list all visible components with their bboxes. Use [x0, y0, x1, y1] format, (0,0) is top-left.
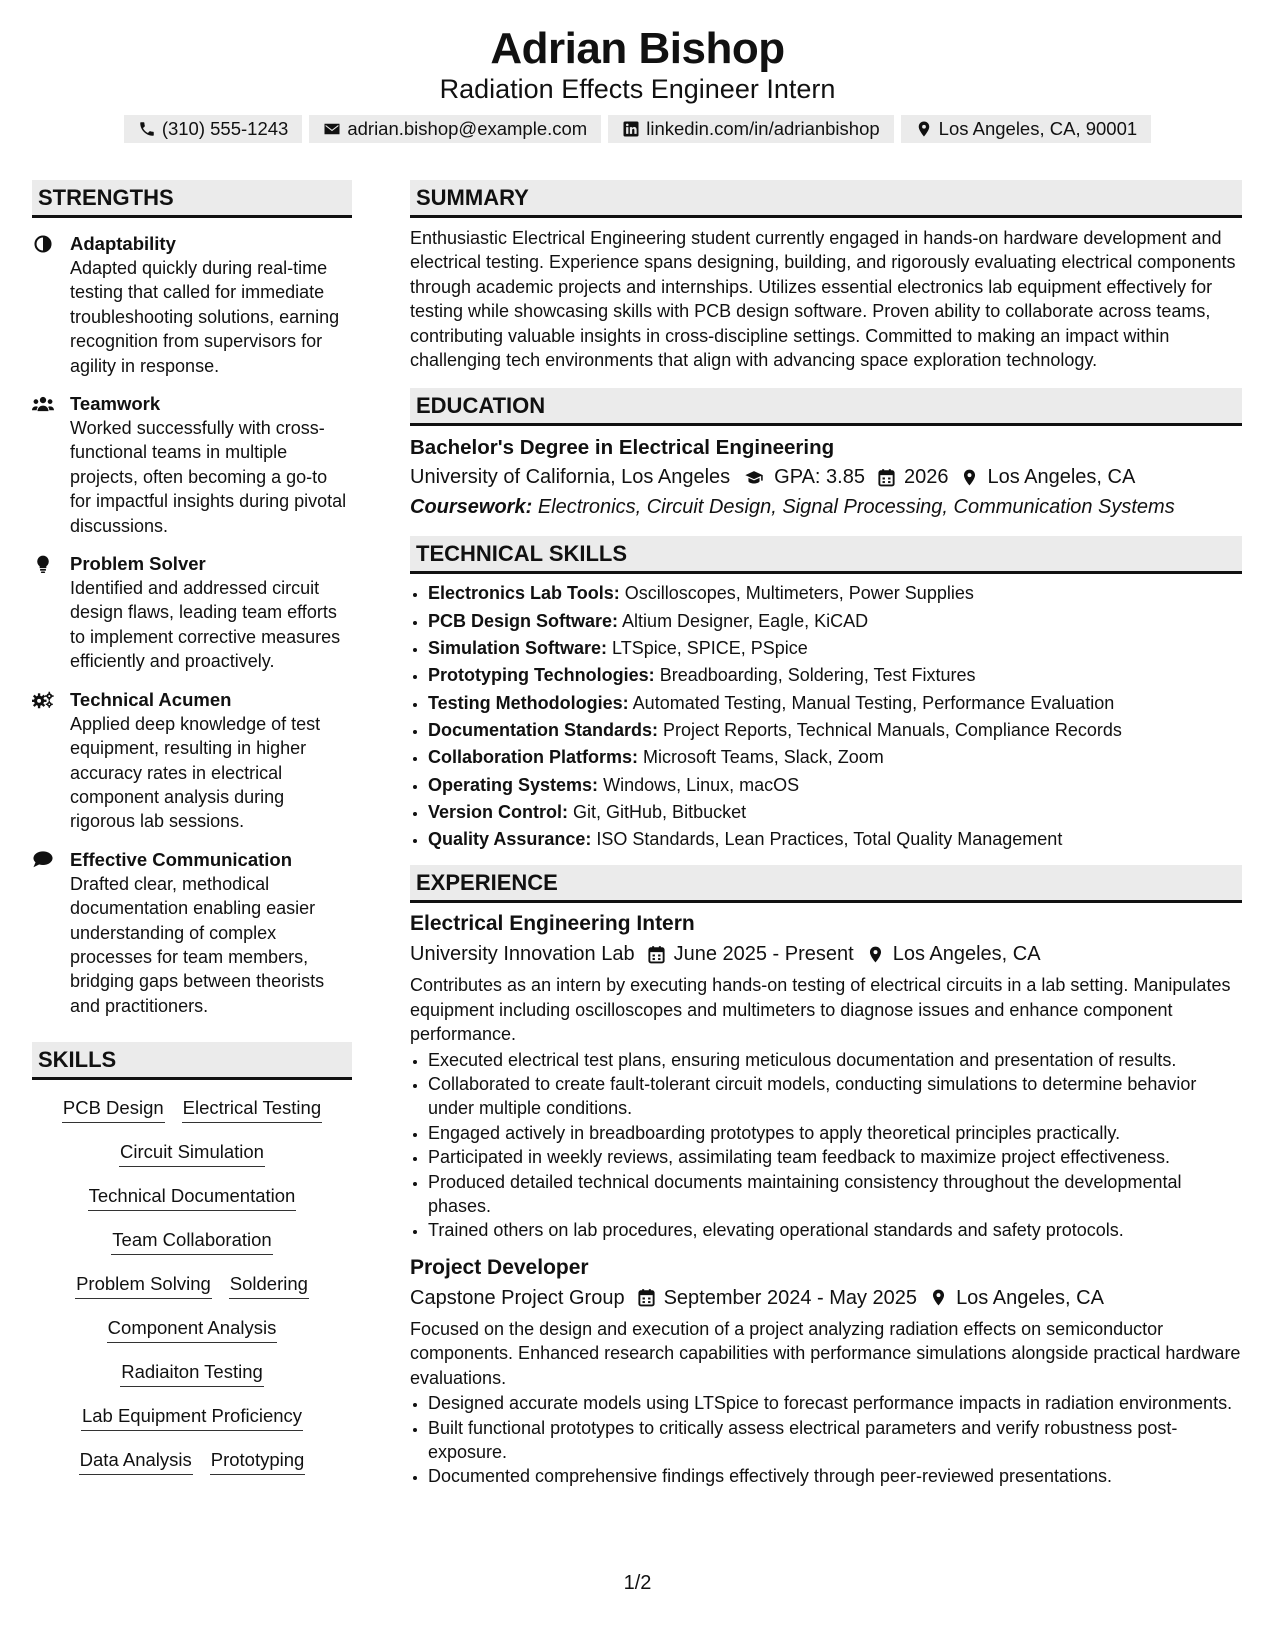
strength-desc: Worked successfully with cross-functional teams in multiple projects, often becoming a go-to for impactful insights during pivotal discussions.: [70, 418, 347, 536]
strength-item: [32, 232, 352, 378]
coursework-text: Electronics, Circuit Design, Signal Processing, Communication Systems: [537, 496, 1175, 519]
skill-value: ISO Standards, Lean Practices, Total Quality Management: [596, 829, 1063, 850]
coursework-label: Coursework:: [410, 496, 533, 519]
candidate-role: Radiation Effects Engineer Intern: [439, 74, 836, 104]
map-pin-icon: [960, 468, 979, 487]
skill-tag: Prototyping: [210, 1448, 306, 1475]
skill-value: Windows, Linux, macOS: [603, 774, 800, 795]
skill-label: Testing Methodologies:: [428, 692, 629, 713]
strengths-heading: STRENGTHS: [32, 180, 352, 218]
skill-label: Version Control:: [428, 801, 569, 822]
calendar-icon: [637, 1288, 656, 1307]
strength-title: Effective Communication: [70, 848, 293, 870]
job-location: Los Angeles, CA: [892, 943, 1041, 966]
skill-tag: Radiaiton Testing: [120, 1360, 264, 1387]
map-pin-icon: [915, 120, 933, 138]
job-org: Capstone Project Group: [410, 1286, 625, 1309]
skill-tag: Team Collaboration: [111, 1228, 272, 1255]
strength-desc: Drafted clear, methodical documentation enabling easier understanding of complex processes for team members, bridging gaps between theorists and practitioners.: [70, 873, 325, 1016]
gpa-text: GPA: 3.85: [774, 466, 865, 489]
skill-tag: Data Analysis: [79, 1448, 193, 1475]
technical-skills-list: [410, 580, 1242, 853]
list-item: [428, 635, 1242, 662]
list-item: [428, 608, 1242, 635]
speech-bubble-icon: [32, 850, 56, 872]
users-icon: [32, 394, 56, 416]
strength-desc: Applied deep knowledge of test equipment, resulting in higher accuracy rates in electrical component analysis during rigorous lab sessions.: [70, 713, 321, 832]
skill-tag: Lab Equipment Proficiency: [81, 1404, 303, 1431]
list-item: • Built functional prototypes to critically assess electrical parameters and verify robustness post-exposure.: [428, 1416, 1242, 1465]
gears-icon: [32, 690, 56, 712]
lightbulb-icon: [32, 554, 56, 576]
phone-text: (310) 555-1243: [161, 118, 289, 139]
job-bullets: [410, 1391, 1242, 1489]
resume-header: [0, 22, 1275, 143]
strength-desc: Adapted quickly during real-time testing that called for immediate troubleshooting solutions, earning recognition from supervisors for agility in response.: [70, 258, 340, 376]
email-text: adrian.bishop@example.com: [347, 118, 588, 139]
skill-label: Quality Assurance:: [428, 829, 592, 850]
list-item: [428, 826, 1242, 853]
calendar-icon: [647, 945, 666, 964]
skills-heading: SKILLS: [32, 1042, 352, 1080]
job-dates: September 2024 - May 2025: [663, 1286, 918, 1309]
list-item: • Collaborated to create fault-tolerant circuit models, conducting simulations to determine behavior under multiple conditions.: [428, 1072, 1242, 1121]
job-meta: [410, 939, 1242, 969]
graduation-year: 2026: [903, 466, 949, 489]
skill-tag: PCB Design: [62, 1096, 165, 1123]
skill-value: Project Reports, Technical Manuals, Compliance Records: [663, 719, 1122, 740]
skill-value: Altium Designer, Eagle, KiCAD: [622, 610, 869, 631]
list-item: [428, 580, 1242, 607]
half-circle-icon: [32, 234, 56, 256]
skill-tag: Soldering: [229, 1272, 309, 1299]
skill-label: Electronics Lab Tools:: [428, 583, 620, 604]
contact-email[interactable]: [309, 115, 601, 143]
skills-tag-list: [32, 1096, 352, 1475]
skill-tag: Problem Solving: [75, 1272, 212, 1299]
strength-title: Problem Solver: [70, 553, 206, 575]
list-item: [428, 717, 1242, 744]
list-item: [428, 772, 1242, 799]
candidate-name: Adrian Bishop: [490, 24, 785, 73]
coursework-line: [410, 492, 1242, 522]
calendar-icon: [877, 468, 896, 487]
job-dates: June 2025 - Present: [673, 943, 854, 966]
skill-label: Documentation Standards:: [428, 719, 659, 740]
job-title: Project Developer: [410, 1255, 589, 1279]
contact-phone: [124, 115, 303, 143]
list-item: • Designed accurate models using LTSpice to forecast performance impacts in radiation environments.: [428, 1391, 1242, 1415]
education-meta: [410, 462, 1242, 492]
list-item: [428, 690, 1242, 717]
linkedin-icon: [622, 120, 640, 138]
technical-skills-heading: TECHNICAL SKILLS: [410, 536, 1242, 574]
right-column: [410, 180, 1242, 1489]
degree-title: Bachelor's Degree in Electrical Engineering: [410, 436, 835, 460]
graduation-cap-icon: [742, 468, 766, 487]
skill-value: Breadboarding, Soldering, Test Fixtures: [659, 665, 976, 686]
location-text: Los Angeles, CA, 90001: [938, 118, 1138, 139]
strength-item: [32, 392, 352, 538]
strength-desc: Identified and addressed circuit design flaws, leading team efforts to implement corrective measures efficiently and proactively.: [70, 578, 341, 672]
summary-text: Enthusiastic Electrical Engineering student currently engaged in hands-on hardware development and electrical testing. Experience spans designing, building, and rigorously evaluating electrical components through academic projects and internships. Utilizes essential electronics lab equipment effectively for testing while showcasing skills with PCB design software. Proven ability to collaborate across teams, contributing valuable insights in cross-discipline settings. Committed to making an impact within challenging tech environments that align with advancing space exploration technology.: [410, 228, 1236, 371]
skill-label: Prototyping Technologies:: [428, 665, 655, 686]
phone-icon: [138, 120, 156, 138]
job-location: Los Angeles, CA: [956, 1286, 1104, 1309]
skill-label: Operating Systems:: [428, 774, 599, 795]
job-summary: Focused on the design and execution of a project analyzing radiation effects on semiconductor components. Enhanced research capabilities with performance simulations alongside practical hardware evaluations.: [410, 1318, 1241, 1388]
list-item: • Participated in weekly reviews, assimilating team feedback to maximize project effectiveness.: [428, 1145, 1242, 1169]
strength-title: Technical Acumen: [70, 688, 232, 710]
skill-value: LTSpice, SPICE, PSpice: [612, 638, 808, 659]
list-item: [428, 744, 1242, 771]
list-item: [428, 662, 1242, 689]
list-item: • Produced detailed technical documents maintaining consistency throughout the developmental phases.: [428, 1170, 1242, 1219]
linkedin-text: linkedin.com/in/adrianbishop: [646, 118, 880, 139]
skill-label: PCB Design Software:: [428, 610, 619, 631]
contact-bar: [0, 115, 1275, 143]
list-item: • Documented comprehensive findings effectively through peer-reviewed presentations.: [428, 1464, 1242, 1488]
map-pin-icon: [866, 945, 885, 964]
skill-value: Oscilloscopes, Multimeters, Power Supplies: [624, 583, 974, 604]
strength-title: Teamwork: [70, 393, 161, 415]
job-title: Electrical Engineering Intern: [410, 912, 695, 936]
summary-heading: SUMMARY: [410, 180, 1242, 218]
list-item: • Engaged actively in breadboarding prototypes to apply theoretical principles practically.: [428, 1121, 1242, 1145]
contact-location: [901, 115, 1152, 143]
map-pin-icon: [929, 1288, 948, 1307]
left-column: [32, 180, 352, 1475]
skill-tag: Electrical Testing: [182, 1096, 322, 1123]
job-summary: Contributes as an intern by executing hands-on testing of electrical circuits in a lab setting. Manipulates equipment including oscilloscopes and multimeters to diagnose issues and enhance component performance.: [410, 975, 1231, 1045]
skill-value: Automated Testing, Manual Testing, Performance Evaluation: [632, 692, 1115, 713]
school-name: University of California, Los Angeles: [410, 466, 731, 489]
skill-tag: Component Analysis: [107, 1316, 278, 1343]
list-item: [428, 799, 1242, 826]
skill-tag: Technical Documentation: [88, 1184, 297, 1211]
contact-linkedin[interactable]: [608, 115, 893, 143]
list-item: • Trained others on lab procedures, elevating operational standards and safety protocols.: [428, 1218, 1242, 1242]
job-org: University Innovation Lab: [410, 943, 635, 966]
job-meta: [410, 1283, 1242, 1313]
experience-heading: EXPERIENCE: [410, 865, 1242, 903]
skill-tag: Circuit Simulation: [119, 1140, 265, 1167]
skill-value: Microsoft Teams, Slack, Zoom: [643, 747, 884, 768]
skill-label: Collaboration Platforms:: [428, 747, 639, 768]
skill-value: Git, GitHub, Bitbucket: [573, 801, 747, 822]
skill-label: Simulation Software:: [428, 638, 608, 659]
envelope-icon: [323, 120, 341, 138]
school-location: Los Angeles, CA: [987, 466, 1136, 489]
strength-item: [32, 848, 352, 1018]
strength-item: [32, 688, 352, 834]
job-bullets: [410, 1048, 1242, 1243]
strength-title: Adaptability: [70, 233, 176, 254]
page-number: 1/2: [623, 1572, 652, 1594]
strength-item: [32, 552, 352, 674]
education-heading: EDUCATION: [410, 388, 1242, 426]
list-item: • Executed electrical test plans, ensuring meticulous documentation and presentation of results.: [428, 1048, 1242, 1072]
